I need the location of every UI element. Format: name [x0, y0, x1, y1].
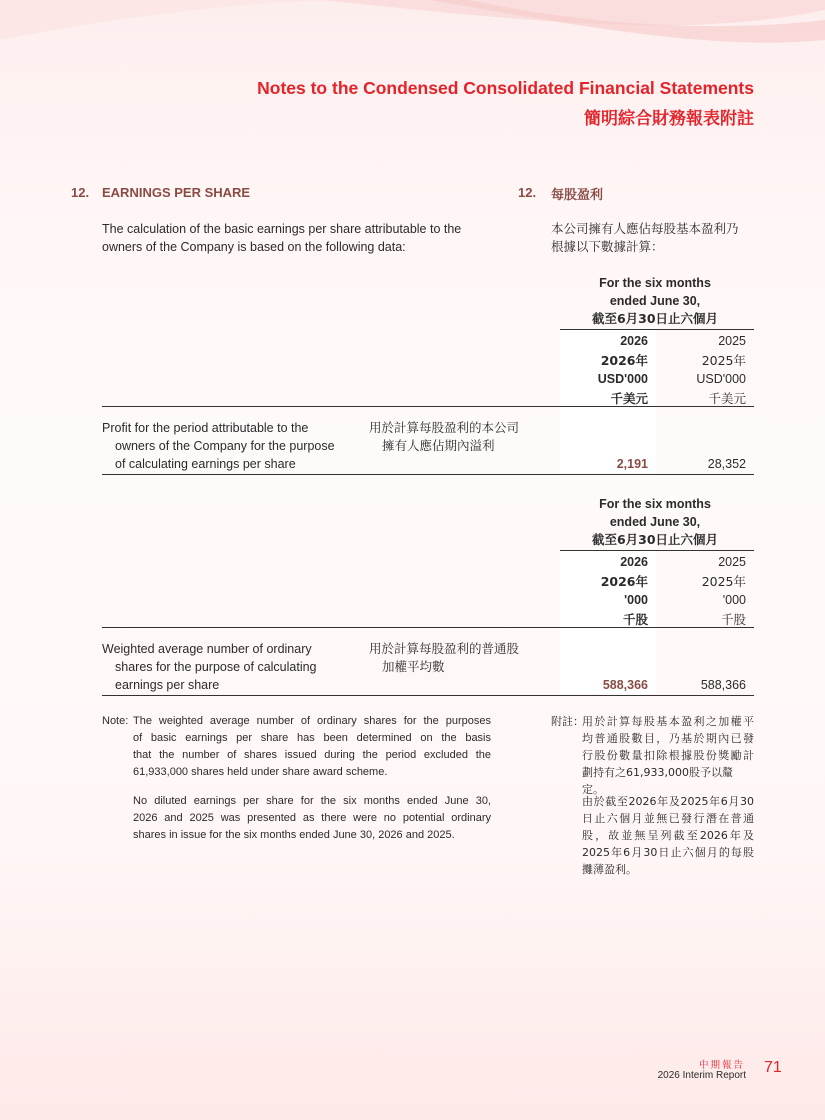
- note-paragraph-1-zh: [582, 713, 754, 798]
- note-line: 日止六個月並無已發行潛在普通: [582, 812, 754, 825]
- note-paragraph-2-en: [133, 793, 491, 844]
- table2-top-rule: [560, 550, 754, 551]
- cur-head-line: 千美元: [610, 391, 648, 406]
- period-head-line: 截至6月30日止六個月: [591, 532, 719, 547]
- table1-prior-year-header: [660, 332, 746, 408]
- table1-current-value: 2,191: [616, 457, 648, 471]
- row-label-line: Profit for the period attributable to the: [102, 421, 309, 435]
- note-line: 由於截至2026年及2025年6月30: [582, 795, 754, 808]
- cur-head-line: '000: [624, 593, 648, 607]
- table2-row-label-en: [102, 640, 317, 694]
- note-line: The weighted average number of ordinary shares for the purposes: [133, 715, 491, 727]
- prev-head-line: 2025: [718, 555, 746, 569]
- cur-head-line: USD'000: [597, 372, 648, 386]
- prev-head-line: USD'000: [696, 372, 746, 386]
- note-line: of basic earnings per share has been determined on the basis: [133, 732, 491, 744]
- table2-prior-value: 588,366: [700, 678, 746, 692]
- note-line: 劃持有之61,933,000股予以釐定。: [582, 766, 733, 796]
- section-number-en: 12.: [71, 185, 90, 200]
- note-line: 行股份數量扣除根據股份獎勵計: [582, 749, 754, 762]
- note-line: No diluted earnings per share for the six months ended June 30,: [133, 795, 491, 807]
- table1-header-rule: [102, 406, 754, 407]
- table2-period-header: [560, 495, 750, 549]
- table2-prior-year-header: [660, 553, 746, 629]
- note-label-en: Note:: [102, 715, 129, 727]
- row-label-line: Weighted average number of ordinary: [102, 642, 312, 656]
- note-line: 61,933,000 shares held under share award scheme.: [133, 766, 388, 778]
- row-label-line: owners of the Company for the purpose: [115, 439, 335, 453]
- row-label-line: shares for the purpose of calculating: [115, 660, 317, 674]
- period-head-line: For the six months: [599, 497, 711, 511]
- note-line: 攤薄盈利。: [582, 863, 637, 876]
- note-line: 2025年6月30日止六個月的每股: [582, 846, 754, 859]
- table1-period-header: [560, 274, 750, 328]
- note-paragraph-2-zh: [582, 793, 754, 878]
- table1-row-label-zh: [369, 419, 519, 455]
- table1-bottom-rule: [102, 474, 754, 475]
- prev-head-line: 千美元: [708, 391, 746, 406]
- table2-row-label-zh: [369, 640, 519, 676]
- table1-prior-value: 28,352: [707, 457, 746, 471]
- section-title-zh: 每股盈利: [551, 188, 604, 203]
- note-line: 2026 and 2025 was presented as there were no potential ordinary: [133, 812, 491, 824]
- note-line: 均普通股數目，乃基於期內已發: [582, 732, 754, 745]
- header-title-en: Notes to the Condensed Consolidated Financial Statements: [257, 78, 754, 98]
- row-label-line: 用於計算每股盈利的普通股: [369, 641, 520, 656]
- table1-row-label-en: [102, 419, 335, 473]
- intro-en: [102, 220, 461, 256]
- intro-zh-line: 根據以下數據計算：: [551, 239, 664, 254]
- table2-current-value: 588,366: [602, 678, 648, 692]
- intro-en-line: owners of the Company is based on the following data:: [102, 240, 406, 254]
- prev-head-line: 2025年: [701, 353, 746, 368]
- row-label-line: earnings per share: [115, 678, 220, 692]
- note-paragraph-1-en: [133, 713, 491, 781]
- period-head-line: 截至6月30日止六個月: [591, 311, 719, 326]
- note-line: 股，故並無呈列截至2026年及: [582, 829, 754, 842]
- cur-head-line: 2026年: [600, 574, 648, 589]
- period-head-line: ended June 30,: [609, 294, 701, 308]
- table2-current-year-header: [560, 553, 648, 629]
- intro-en-line: The calculation of the basic earnings per share attributable to the: [102, 222, 462, 236]
- prev-head-line: 2025年: [701, 574, 746, 589]
- section-title-en: EARNINGS PER SHARE: [102, 185, 251, 200]
- table2-bottom-rule: [102, 695, 754, 696]
- period-head-line: ended June 30,: [609, 515, 701, 529]
- note-line: that the number of shares issued during the period excluded the: [133, 749, 491, 761]
- header-title-zh: 簡明綜合財務報表附註: [584, 109, 754, 129]
- cur-head-line: 千股: [622, 612, 648, 627]
- cur-head-line: 2026: [620, 555, 648, 569]
- note-line: shares in issue for the six months ended June 30, 2026 and 2025.: [133, 829, 455, 841]
- cur-head-line: 2026年: [600, 353, 648, 368]
- note-label-zh: 附註：: [551, 715, 584, 728]
- intro-zh: [551, 220, 739, 256]
- note-line: 用於計算每股基本盈利之加權平: [582, 715, 754, 728]
- prev-head-line: 2025: [718, 334, 746, 348]
- prev-head-line: '000: [722, 593, 746, 607]
- prev-head-line: 千股: [720, 612, 746, 627]
- row-label-line: 用於計算每股盈利的本公司: [369, 420, 520, 435]
- table2-header-rule: [102, 627, 754, 628]
- footer-report-zh: 中期報告: [698, 1060, 745, 1071]
- row-label-line: 加權平均數: [382, 659, 445, 674]
- table1-current-year-header: [560, 332, 648, 408]
- row-label-line: of calculating earnings per share: [115, 457, 296, 471]
- row-label-line: 擁有人應佔期內溢利: [382, 438, 495, 453]
- intro-zh-line: 本公司擁有人應佔每股基本盈利乃: [551, 221, 739, 236]
- page-number: 71: [764, 1059, 782, 1076]
- section-number-zh: 12.: [518, 185, 537, 200]
- table1-top-rule: [560, 329, 754, 330]
- footer-report-en: 2026 Interim Report: [657, 1070, 746, 1081]
- period-head-line: For the six months: [599, 276, 711, 290]
- cur-head-line: 2026: [620, 334, 648, 348]
